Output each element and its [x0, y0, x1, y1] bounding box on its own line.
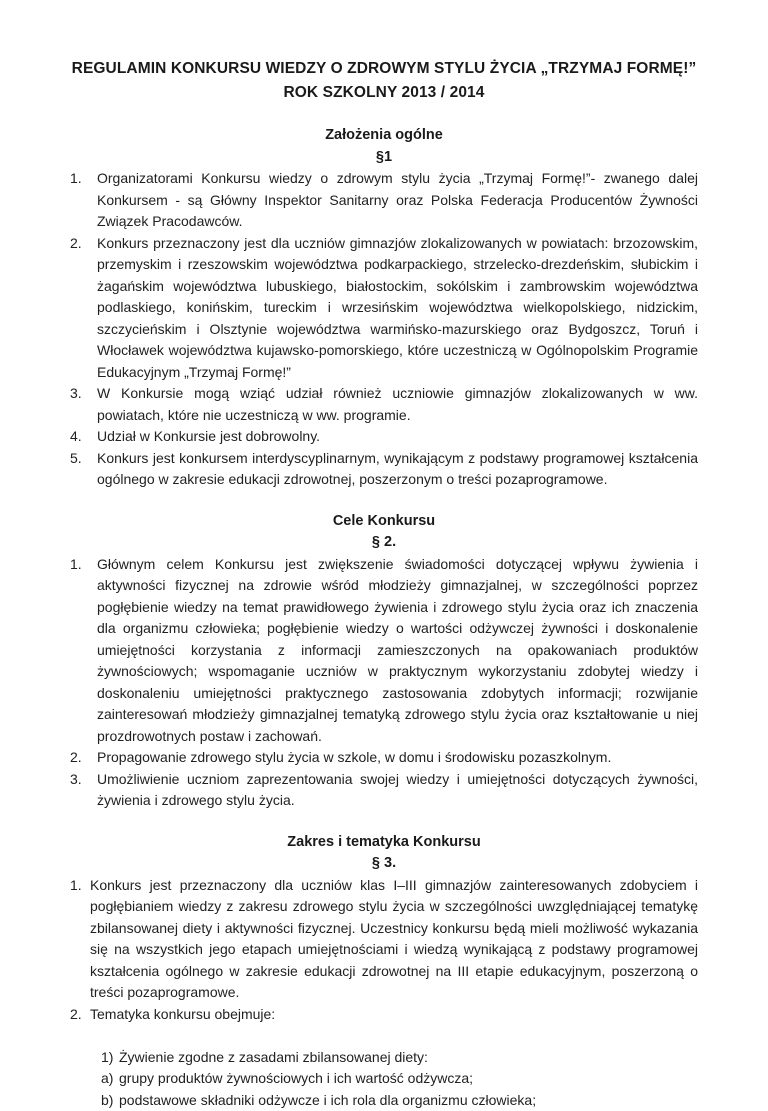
section-cele-konkursu: [70, 511, 698, 812]
list-item: [70, 1004, 698, 1026]
numbered-list: [70, 875, 698, 1026]
list-item: [70, 554, 698, 748]
section-paragraph-mark: §1: [70, 147, 698, 169]
list-item: [70, 383, 698, 426]
section-zalozenia-ogolne: [70, 125, 698, 491]
list-item-text: Konkurs jest konkursem interdyscyplinarnym, wynikającym z podstawy programowej kształcenia ogólnego w zakresie edukacji zdrowotnej, poszerzonym o treści pozaprogramowe.: [97, 448, 698, 491]
document-title: [70, 57, 698, 105]
sublist-item-marker: 1): [101, 1047, 119, 1069]
list-item-marker: 4.: [70, 426, 97, 448]
document-title-line-1: REGULAMIN KONKURSU WIEDZY O ZDROWYM STYLU ŻYCIA „TRZYMAJ FORMĘ!”: [70, 57, 698, 81]
sublist-item-text: grupy produktów żywnościowych i ich wartość odżywcza;: [119, 1068, 698, 1090]
document-title-line-2: ROK SZKOLNY 2013 / 2014: [70, 81, 698, 105]
sublist-item: [101, 1047, 698, 1069]
list-item-marker: 1.: [70, 168, 97, 190]
sublist-item-marker: b): [101, 1090, 119, 1111]
list-item-marker: 1.: [70, 875, 90, 897]
list-item: [70, 448, 698, 491]
sublist-item: [101, 1090, 698, 1111]
list-item-marker: 2.: [70, 1004, 90, 1026]
list-item: [70, 168, 698, 233]
section-zakres-i-tematyka: [70, 832, 698, 1111]
section-heading: Zakres i tematyka Konkursu: [70, 832, 698, 854]
section-paragraph-mark: § 3.: [70, 853, 698, 875]
list-item-text: W Konkursie mogą wziąć udział również uczniowie gimnazjów zlokalizowanych w ww. powiatach, które nie uczestniczą w ww. programie.: [97, 383, 698, 426]
list-item: [70, 769, 698, 812]
list-item: [70, 875, 698, 1004]
numbered-list: [70, 554, 698, 812]
list-item-marker: 3.: [70, 383, 97, 405]
section-heading: Założenia ogólne: [70, 125, 698, 147]
list-item: [70, 747, 698, 769]
list-item: [70, 233, 698, 384]
list-item-text: Tematyka konkursu obejmuje:: [90, 1004, 698, 1026]
list-item-marker: 1.: [70, 554, 97, 576]
list-item: [70, 426, 698, 448]
section-paragraph-mark: § 2.: [70, 532, 698, 554]
list-item-text: Konkurs jest przeznaczony dla uczniów klas I–III gimnazjów zainteresowanych zdobyciem i pogłębianiem wiedzy z zakresu zdrowego stylu życia w szczególności uwzględniającej tematykę zbilansowanej diety i aktywności fizycznej. Uczestnicy konkursu będą mieli możliwość wykazania się na wszystkich jego etapach umiejętnościami i wiedzą wynikającą z podstawy programowej kształcenia ogólnego w zakresie edukacji zdrowotnej na III etapie edukacyjnym, poszerzoną o treści pozaprogramowe.: [90, 875, 698, 1004]
sublist-item-marker: a): [101, 1068, 119, 1090]
list-item-marker: 5.: [70, 448, 97, 470]
numbered-list: [70, 168, 698, 491]
sub-list: [101, 1047, 698, 1111]
list-item-text: Konkurs przeznaczony jest dla uczniów gimnazjów zlokalizowanych w powiatach: brzozowskim, przemyskim i rzeszowskim województwa podkarpackiego, strzelecko-drezdeńskim, słubickim i żagańskim województwa lubuskiego, białostockim, sokólskim i zambrowskim województwa podlaskiego, konińskim, tureckim i wrzesińskim województwa wielkopolskiego, nidzickim, szczycieńskim i Olsztynie województwa warmińsko-mazurskiego oraz Bydgoszcz, Toruń i Włocławek województwa kujawsko-pomorskiego, które uczestniczą w Ogólnopolskim Programie Edukacyjnym „Trzymaj Formę!”: [97, 233, 698, 384]
list-item-marker: 2.: [70, 233, 97, 255]
sublist-item-text: podstawowe składniki odżywcze i ich rola dla organizmu człowieka;: [119, 1090, 698, 1111]
list-item-marker: 3.: [70, 769, 97, 791]
section-heading: Cele Konkursu: [70, 511, 698, 533]
sublist-item-text: Żywienie zgodne z zasadami zbilansowanej diety:: [119, 1047, 698, 1069]
list-item-text: Umożliwienie uczniom zaprezentowania swojej wiedzy i umiejętności dotyczących żywności, żywienia i zdrowego stylu życia.: [97, 769, 698, 812]
list-item-marker: 2.: [70, 747, 97, 769]
list-item-text: Udział w Konkursie jest dobrowolny.: [97, 426, 698, 448]
list-item-text: Propagowanie zdrowego stylu życia w szkole, w domu i środowisku pozaszkolnym.: [97, 747, 698, 769]
sublist-item: [101, 1068, 698, 1090]
list-item-text: Głównym celem Konkursu jest zwiększenie świadomości dotyczącej wpływu żywienia i aktywności fizycznej na zdrowie wśród młodzieży gimnazjalnej, w szczególności poprzez pogłębienie wiedzy na temat prawidłowego żywienia i zdrowego stylu życia oraz ich znaczenia dla organizmu człowieka; pogłębienie wiedzy o wartości odżywczej żywności i doskonalenie umiejętności korzystania z informacji zamieszczonych na opakowaniach produktów żywnościowych; wspomaganie uczniów w praktycznym wykorzystaniu zdobytej wiedzy i doskonaleniu umiejętności praktycznego zastosowania zdobytych informacji; rozwijanie zainteresowań młodzieży gimnazjalnej tematyką zdrowego stylu życia oraz kształtowanie u niej prozdrowotnych postaw i zachowań.: [97, 554, 698, 748]
list-item-text: Organizatorami Konkursu wiedzy o zdrowym stylu życia „Trzymaj Formę!”- zwanego dalej Konkursem - są Główny Inspektor Sanitarny oraz Polska Federacja Producentów Żywności Związek Pracodawców.: [97, 168, 698, 233]
